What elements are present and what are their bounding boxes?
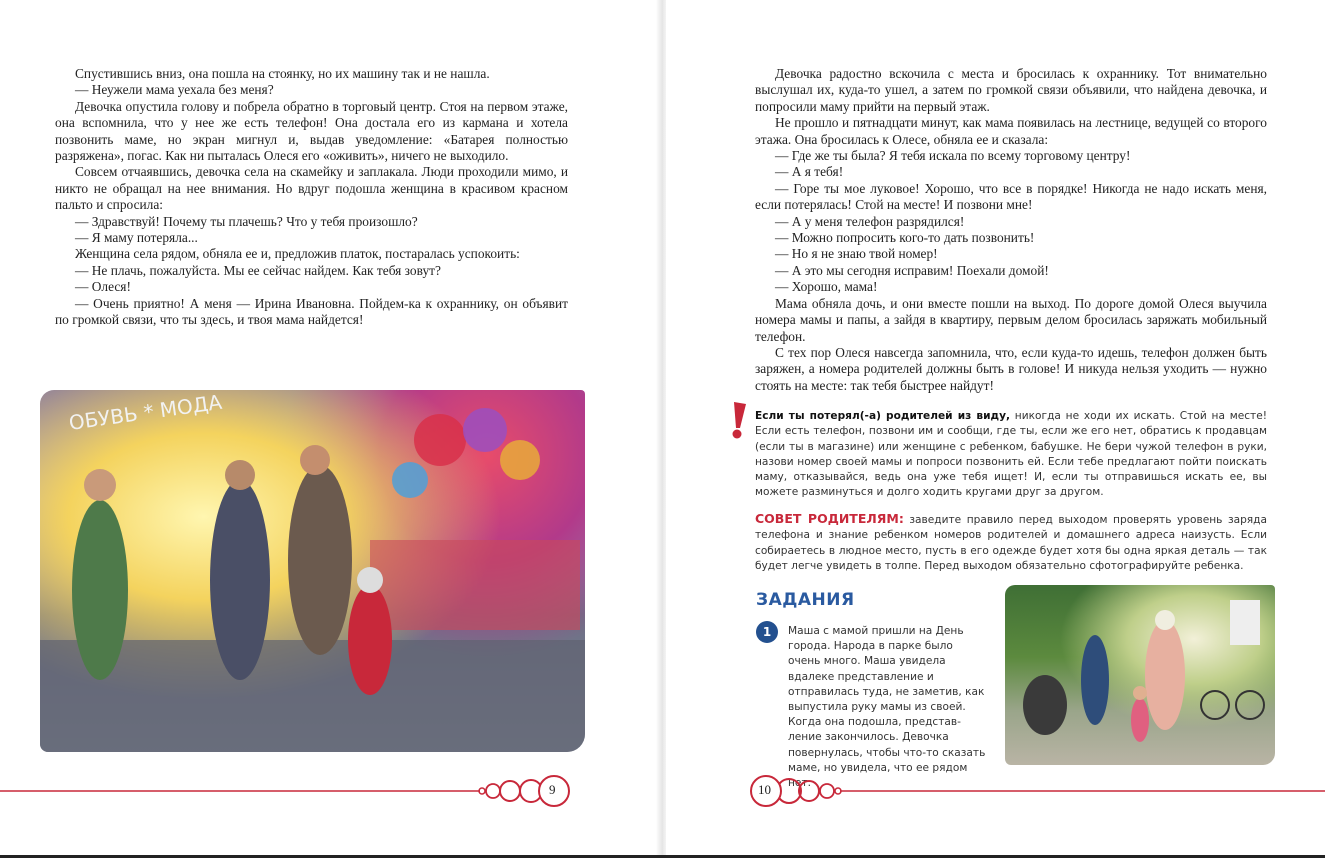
shop-sign: ОБУВЬ * МОДА bbox=[67, 390, 224, 435]
paragraph: — Горе ты мое луковое! Хорошо, что все в порядке! Никогда не надо искать меня, если потерялась! Стой на месте! И позвони мне! bbox=[755, 180, 1267, 213]
safety-alert bbox=[755, 409, 1267, 501]
advice-label: СОВЕТ РОДИТЕЛЯМ: bbox=[755, 511, 904, 526]
parent-advice bbox=[755, 511, 1267, 574]
alert-text: никогда не ходи их искать. Стой на месте! Если есть телефон, позвони им и сообщи, где ты, если же его нет, обратись к продавцам (если ты в магазине) или женщине с ребенком, бабушке. Не бери чужой телефон в руки, назови номер своей мамы и попроси позвонить ей. Если тебе предлагают пойти поискать маму, отказывайся, ведь она уже тебя ищет! И, если ты отправишься искать ее, вы можете разминуться и долго ходить кругами друг за другом. bbox=[755, 410, 1267, 499]
story-text-right bbox=[755, 66, 1267, 394]
paragraph: Женщина села рядом, обняла ее и, предложив платок, постаралась успокоить: bbox=[75, 246, 520, 262]
tasks-title: ЗАДАНИЯ bbox=[756, 590, 855, 610]
paragraph: — Неужели мама уехала без меня? bbox=[75, 82, 274, 98]
paragraph: — А я тебя! bbox=[775, 164, 844, 180]
paragraph: — Можно попросить кого-то дать позвонить! bbox=[775, 230, 1035, 246]
paragraph: Спустившись вниз, она пошла на стоянку, но их машину так и не нашла. bbox=[75, 66, 490, 81]
page-footer-right bbox=[745, 772, 1325, 812]
paragraph: Совсем отчаявшись, девочка села на скамейку и заплакала. Люди проходили мимо, и никто не обращал на нее внимания. Но вдруг подошла женщина в красивом красном пальто и спросила: bbox=[55, 164, 568, 213]
paragraph: Девочка опустила голову и побрела обратно в торговый центр. Стоя на первом этаже, она вспомнила, что у нее же есть телефон! Она достала его из кармана и хотела позвонить маме, но экран мигнул и, выдав уведомление: «Батарея полностью разряжена», погас. Как ни пыталась Олеся его «оживить», ничего не выходило. bbox=[55, 98, 568, 164]
advice-text: заведите правило перед выходом проверять уровень заряда телефона и знание ребенком номеров родителей и домашнего адреса наизусть. Если собираетесь в людное место, пусть в его одежде будет хотя бы одна яркая деталь — так будет легче увидеть в толпе. Перед выходом обязательно сфотографируйте ребенка. bbox=[755, 514, 1267, 572]
paragraph: С тех пор Олеся навсегда запомнила, что, если куда-то идешь, телефон должен быть заряжен, а номера родителей должны быть в голове! И никуда нельзя уходить — нужно стоять на месте: так тебя быстрее найдут! bbox=[755, 344, 1267, 393]
paragraph: — Очень приятно! А меня — Ирина Ивановна. Пойдем-ка к охраннику, он объявит по громкой связи, что ты здесь, и твоя мама найдется! bbox=[55, 295, 568, 328]
paragraph: — Не плачь, пожалуйста. Мы ее сейчас найдем. Как тебя зовут? bbox=[75, 262, 441, 278]
page-number: 10 bbox=[758, 782, 771, 797]
paragraph: — Я маму потеряла... bbox=[75, 230, 198, 246]
page-footer-left bbox=[0, 772, 575, 812]
paragraph: — Но я не знаю твой номер! bbox=[775, 246, 938, 262]
task-number-badge: 1 bbox=[756, 621, 778, 643]
mall-illustration bbox=[40, 390, 585, 752]
paragraph: — Хорошо, мама! bbox=[775, 279, 878, 295]
paragraph: — Где же ты была? Я тебя искала по всему торговому центру! bbox=[775, 148, 1131, 164]
paragraph: — А это мы сегодня исправим! Поехали домой! bbox=[775, 262, 1049, 278]
left-page bbox=[0, 0, 660, 858]
paragraph: Не прошло и пятнадцати минут, как мама появилась на лестнице, ведущей со второго этажа. Она бросилась к Олесе, обняла ее и сказала: bbox=[755, 115, 1267, 147]
paragraph: Мама обняла дочь, и они вместе пошли на выход. По дороге домой Олеся выучила номера мамы и папы, а зайдя в квартиру, первым делом бросилась заряжать мобильный телефон. bbox=[755, 295, 1267, 344]
story-text-left bbox=[55, 66, 568, 329]
task-text: Маша с мамой пришли на День города. Народа в парке было очень много. Маша увидела вдалеке представление и отправилась туда, не заметив, как выпустила руку мамы из своей. Когда она подошла, представление закончилось. Девочка повернулась, чтобы что-то сказать маме, но увидела, что ее рядом нет. bbox=[788, 625, 986, 790]
paragraph: — А у меня телефон разрядился! bbox=[775, 213, 965, 229]
paragraph: Девочка радостно вскочила с места и бросилась к охраннику. Тот внимательно выслушал их, куда-то ушел, а затем по громкой связи объявили, что найдена девочка, и попросили маму прийти на первый этаж. bbox=[755, 66, 1267, 114]
exclamation-icon bbox=[729, 402, 747, 440]
park-illustration bbox=[1005, 585, 1275, 765]
paragraph: — Олеся! bbox=[75, 279, 131, 295]
page-number: 9 bbox=[549, 782, 556, 797]
paragraph: — Здравствуй! Почему ты плачешь? Что у тебя произошло? bbox=[75, 213, 418, 229]
alert-heading: Если ты потерял(-а) родителей из виду, bbox=[755, 410, 1011, 422]
